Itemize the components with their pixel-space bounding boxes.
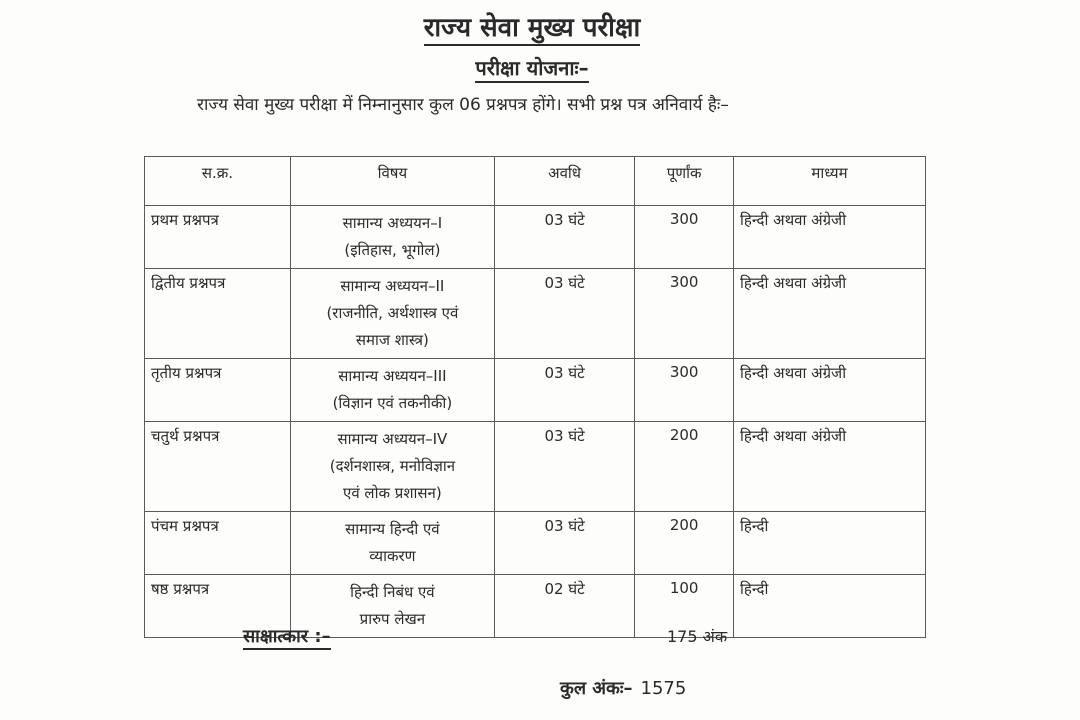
- cell-medium: हिन्दी अथवा अंग्रेजी: [734, 206, 926, 269]
- cell-duration: 02 घंटे: [494, 575, 634, 638]
- subject-line: सामान्य हिन्दी एवं: [345, 520, 440, 538]
- cell-paper: चतुर्थ प्रश्नपत्र: [145, 422, 291, 512]
- interview-marks: 175 अंक: [667, 627, 728, 646]
- page-title-text: राज्य सेवा मुख्य परीक्षा: [424, 13, 641, 46]
- table-row: [145, 206, 926, 269]
- total-label: कुल अंकः–: [560, 678, 633, 699]
- subject-line: (इतिहास, भूगोल): [344, 241, 441, 259]
- subject-line: प्रारुप लेखन: [359, 610, 426, 628]
- cell-marks: 300: [635, 269, 734, 359]
- table-row: [145, 422, 926, 512]
- cell-duration: 03 घंटे: [494, 359, 634, 422]
- interview-label: साक्षात्कार :–: [243, 626, 331, 650]
- subject-line: सामान्य अध्ययन–IV: [337, 430, 448, 448]
- cell-medium: हिन्दी अथवा अंग्रेजी: [734, 422, 926, 512]
- subject-line: सामान्य अध्ययन–III: [338, 367, 447, 385]
- cell-subject: [290, 359, 494, 422]
- cell-marks: 300: [635, 206, 734, 269]
- interview-label-block: [243, 624, 331, 648]
- cell-duration: 03 घंटे: [494, 206, 634, 269]
- intro-paragraph: राज्य सेवा मुख्य परीक्षा में निम्नानुसार कुल 06 प्रश्नपत्र होंगे। सभी प्रश्न पत्र अनिवार्य हैः–: [197, 95, 729, 115]
- cell-medium: हिन्दी: [734, 512, 926, 575]
- section-heading: [0, 54, 1064, 81]
- exam-scheme-table: [144, 156, 926, 638]
- total-marks-line: [560, 676, 686, 700]
- cell-marks: 200: [635, 512, 734, 575]
- header-subject: विषय: [290, 157, 494, 206]
- subject-line: (विज्ञान एवं तकनीकी): [332, 394, 453, 412]
- cell-paper: तृतीय प्रश्नपत्र: [145, 359, 291, 422]
- cell-marks: 100: [635, 575, 734, 638]
- cell-marks: 200: [635, 422, 734, 512]
- cell-subject: [290, 269, 494, 359]
- header-marks: पूर्णांक: [635, 157, 734, 206]
- subject-line: (दर्शनशास्त्र, मनोविज्ञान: [329, 457, 456, 475]
- subject-line: एवं लोक प्रशासन): [343, 484, 442, 502]
- cell-subject: [290, 206, 494, 269]
- cell-paper: प्रथम प्रश्नपत्र: [145, 206, 291, 269]
- cell-medium: हिन्दी अथवा अंग्रेजी: [734, 359, 926, 422]
- subject-line: (राजनीति, अर्थशास्त्र एवं: [326, 304, 459, 322]
- total-value: 1575: [640, 678, 687, 699]
- table-row: [145, 512, 926, 575]
- subject-line: सामान्य अध्ययन–II: [340, 277, 445, 295]
- cell-duration: 03 घंटे: [494, 512, 634, 575]
- table-header-row: [145, 157, 926, 206]
- subject-line: सामान्य अध्ययन–I: [342, 214, 443, 232]
- cell-paper: द्वितीय प्रश्नपत्र: [145, 269, 291, 359]
- cell-medium: हिन्दी: [734, 575, 926, 638]
- cell-duration: 03 घंटे: [494, 422, 634, 512]
- subject-line: हिन्दी निबंध एवं: [350, 583, 435, 601]
- header-sno: स.क्र.: [145, 157, 291, 206]
- subject-line: समाज शास्त्र): [355, 331, 429, 349]
- table-row: [145, 359, 926, 422]
- cell-paper: पंचम प्रश्नपत्र: [145, 512, 291, 575]
- page-title: [0, 8, 1064, 44]
- header-duration: अवधि: [494, 157, 634, 206]
- cell-marks: 300: [635, 359, 734, 422]
- subject-line: व्याकरण: [369, 547, 416, 565]
- cell-subject: [290, 422, 494, 512]
- section-heading-text: परीक्षा योजनाः–: [475, 56, 588, 83]
- table-row: [145, 269, 926, 359]
- cell-duration: 03 घंटे: [494, 269, 634, 359]
- cell-paper: षष्ठ प्रश्नपत्र: [145, 575, 291, 638]
- cell-medium: हिन्दी अथवा अंग्रेजी: [734, 269, 926, 359]
- cell-subject: [290, 512, 494, 575]
- header-medium: माध्यम: [734, 157, 926, 206]
